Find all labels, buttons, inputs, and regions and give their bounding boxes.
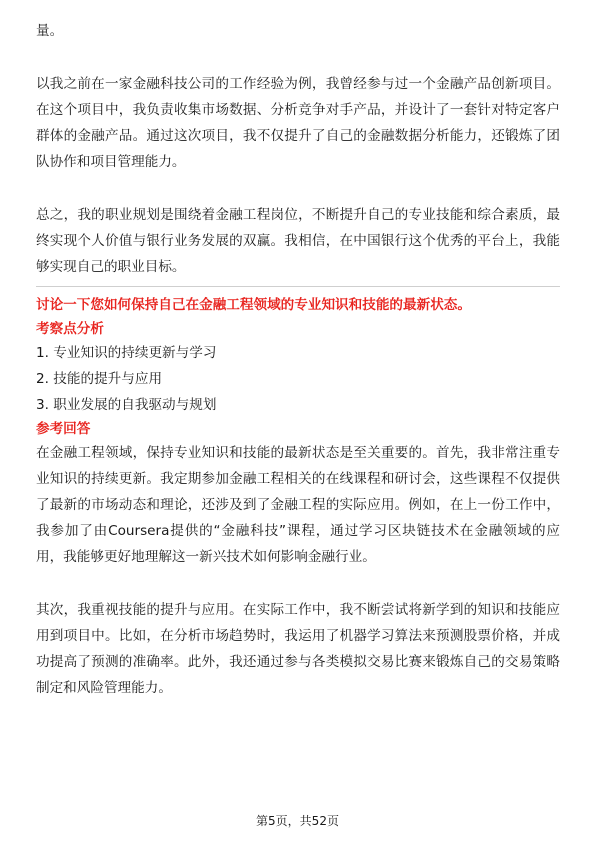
paragraph-summary: 总之，我的职业规划是围绕着金融工程岗位，不断提升自己的专业技能和综合素质，最终实现个人价值与银行业务发展的双赢。我相信，在中国银行这个优秀的平台上，我能够实现自己的职业目标。 <box>36 207 560 275</box>
analysis-label: 考察点分析 <box>36 321 104 337</box>
answer-paragraph: 其次，我重视技能的提升与应用。在实际工作中，我不断尝试将新学到的知识和技能应用到项目中。比如，在分析市场趋势时，我运用了机器学习算法来预测股票价格，并成功提高了预测的准确率。此外，我还通过参与各类模拟交易比赛来锻炼自己的交易策略制定和风险管理能力。 <box>36 602 560 696</box>
section-divider <box>36 286 560 287</box>
list-item: 1. 专业知识的持续更新与学习 <box>36 345 217 361</box>
paragraph-continuation: 量。 <box>36 23 64 39</box>
page-number: 第5页，共52页 <box>256 814 339 828</box>
question-heading: 讨论一下您如何保持自己在金融工程领域的专业知识和技能的最新状态。 <box>36 297 471 313</box>
paragraph-work-experience: 以我之前在一家金融科技公司的工作经验为例，我曾经参与过一个金融产品创新项目。在这个项目中，我负责收集市场数据、分析竞争对手产品，并设计了一套针对特定客户群体的金融产品。通过这次项目，我不仅提升了自己的金融数据分析能力，还锻炼了团队协作和项目管理能力。 <box>36 76 560 170</box>
answer-label: 参考回答 <box>36 421 91 437</box>
answer-paragraph: 在金融工程领域，保持专业知识和技能的最新状态是至关重要的。首先，我非常注重专业知识的持续更新。我定期参加金融工程相关的在线课程和研讨会，这些课程不仅提供了最新的市场动态和理论，还涉及到了金融工程的实际应用。例如，在上一份工作中，我参加了由Coursera提供的“金融科技”课程，通过学习区块链技术在金融领域的应用，我能够更好地理解这一新兴技术如何影响金融行业。 <box>36 445 560 565</box>
page-content <box>36 18 560 701</box>
list-item: 2. 技能的提升与应用 <box>36 371 163 387</box>
analysis-list <box>36 340 560 418</box>
list-item: 3. 职业发展的自我驱动与规划 <box>36 397 217 413</box>
